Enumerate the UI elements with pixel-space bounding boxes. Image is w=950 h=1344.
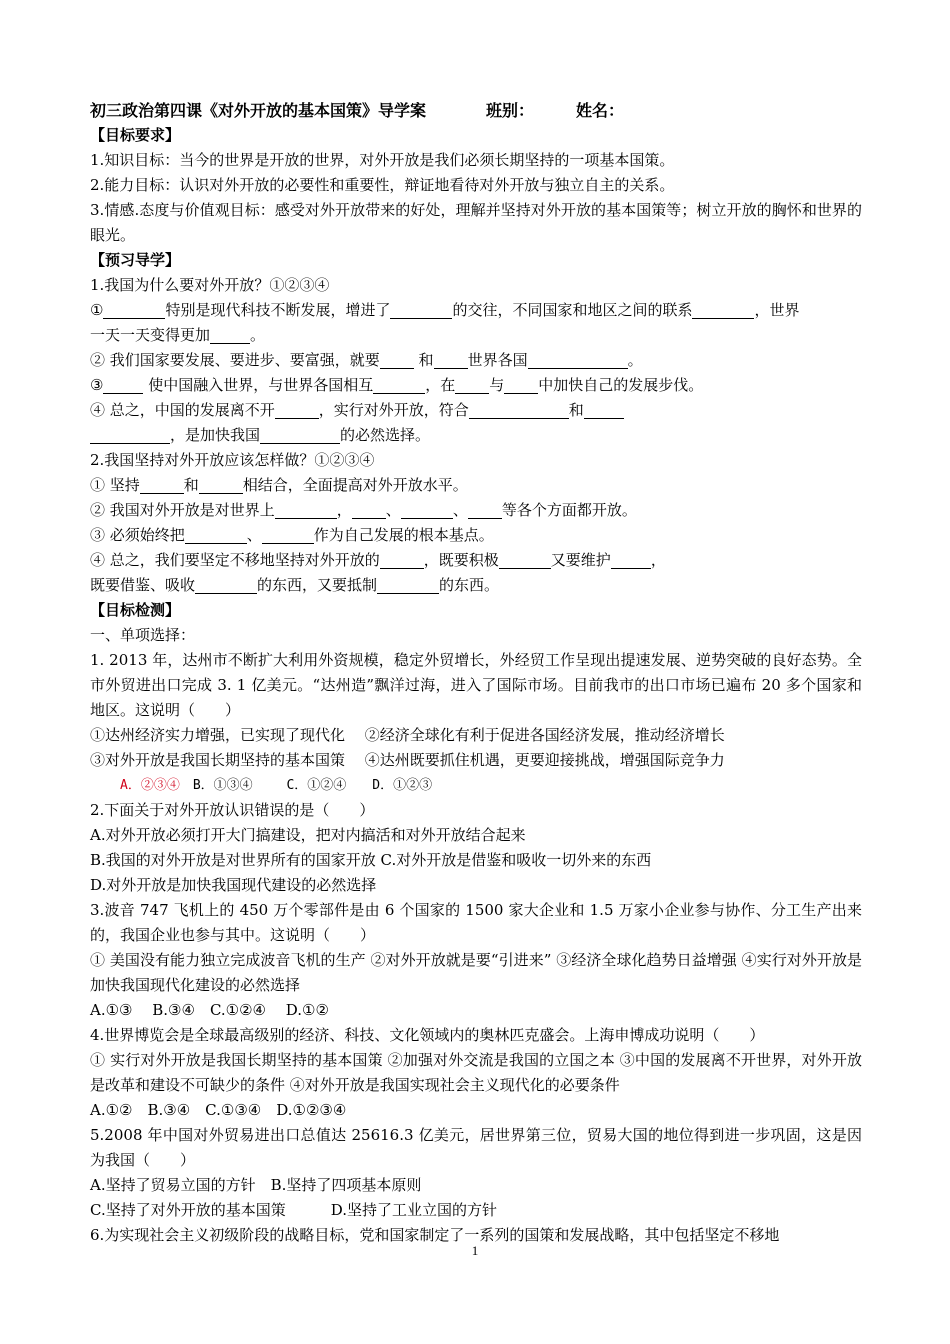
blank[interactable] — [434, 351, 468, 369]
question-4-options: ① 实行对外开放是我国长期坚持的基本国策 ②加强对外交流是我国的立国之本 ③中国的发展离不开世界，对外开放是改革和建设不可缺少的条件 ④对外开放是我国实现社会主义现代化的必要条件 — [90, 1051, 862, 1094]
blank[interactable] — [103, 376, 143, 394]
question-3-options: ① 美国没有能力独立完成波音飞机的生产 ②对外开放就是要“引进来” ③经济全球化趋势日益增强 ④实行对外开放是加快我国现代化建设的必然选择 — [90, 951, 862, 994]
blank[interactable] — [352, 501, 386, 519]
blank[interactable] — [468, 501, 502, 519]
blank[interactable] — [504, 376, 538, 394]
blank[interactable] — [199, 476, 243, 494]
blank[interactable] — [499, 551, 551, 569]
preview-q1-item-2: ② 我们国家要发展、要进步、要富强，就要 和 世界各国 。 — [90, 351, 643, 369]
question-2-option-d: D.对外开放是加快我国现代建设的必然选择 — [90, 876, 377, 894]
question-6-stem: 6.为实现社会主义初级阶段的战略目标，党和国家制定了一系列的国策和发展战略，其中包括坚定不移地 — [90, 1226, 780, 1244]
blank[interactable] — [140, 476, 184, 494]
blank[interactable] — [262, 526, 314, 544]
question-1-options-a: ①达州经济实力增强，已实现了现代化 ②经济全球化有利于促进各国经济发展，推动经济增长 — [90, 726, 725, 744]
page-number: 1 — [471, 1243, 479, 1258]
blank[interactable] — [380, 551, 424, 569]
preview-question-2: 2.我国坚持对外开放应该怎样做？①②③④ — [90, 451, 375, 469]
blank[interactable] — [373, 376, 425, 394]
preview-q1-item-4-cont: ，是加快我国 的必然选择。 — [90, 423, 862, 448]
blank[interactable] — [611, 551, 651, 569]
blank[interactable] — [469, 401, 569, 419]
blank[interactable] — [377, 576, 439, 594]
question-2-stem: 2.下面关于对外开放认识错误的是（ ） — [90, 801, 375, 819]
blank[interactable] — [401, 501, 453, 519]
preview-question-1: 1.我国为什么要对外开放？①②③④ — [90, 276, 330, 294]
check-heading: 【目标检测】 — [90, 601, 181, 619]
question-2-option-bc: B.我国的对外开放是对世界所有的国家开放 C.对外开放是借鉴和吸收一切外来的东西 — [90, 851, 652, 869]
preview-q2-item-1: ① 坚持 和 相结合，全面提高对外开放水平。 — [90, 476, 468, 494]
question-5-options-ab: A.坚持了贸易立国的方针 B.坚持了四项基本原则 — [90, 1176, 422, 1194]
blank[interactable] — [528, 351, 628, 369]
answer-a-highlighted: A．②③④ — [120, 778, 180, 793]
blank[interactable] — [390, 301, 452, 319]
goal-attitude: 3.情感.态度与价值观目标：感受对外开放带来的好处，理解并坚持对外开放的基本国策等；树立开放的胸怀和世界的眼光。 — [90, 201, 862, 244]
preview-q1-item-4: ④ 总之，中国的发展离不开 ，实行对外开放，符合 和 — [90, 398, 862, 423]
class-label: 班别： — [486, 101, 535, 120]
preview-heading: 【预习导学】 — [90, 251, 181, 269]
blank[interactable] — [455, 376, 489, 394]
preview-q2-item-4: ④ 总之，我们要坚定不移地坚持对外开放的 ，既要积极 又要维护 ， — [90, 551, 666, 569]
goals-heading: 【目标要求】 — [90, 126, 181, 144]
blank[interactable] — [185, 526, 247, 544]
question-1-options-b: ③对外开放是我国长期坚持的基本国策 ④达州既要抓住机遇，更要迎接挑战，增强国际竞争力 — [90, 751, 725, 769]
doc-title: 初三政治第四课《对外开放的基本国策》导学案 — [90, 101, 427, 120]
preview-q2-item-4-cont: 既要借鉴、吸收 的东西，又要抵制 的东西。 — [90, 576, 500, 594]
question-2-option-a: A.对外开放必须打开大门搞建设，把对内搞活和对外开放结合起来 — [90, 826, 526, 844]
blank[interactable] — [103, 301, 165, 319]
blank[interactable] — [195, 576, 257, 594]
blank[interactable] — [275, 501, 337, 519]
blank[interactable] — [380, 351, 414, 369]
question-4-stem: 4.世界博览会是全球最高级别的经济、科技、文化领域内的奥林匹克盛会。上海申博成功说明（ ） — [90, 1026, 765, 1044]
preview-q2-item-2: ② 我国对外开放是对世界上 ， 、 、 等各个方面都开放。 — [90, 501, 637, 519]
question-1-stem: 1. 2013 年，达州市不断扩大利用外资规模，稳定外贸增长，外经贸工作呈现出提速发展、逆势突破的良好态势。全市外贸进出口完成 3. 1 亿美元。“达州造”飘洋过海，进入了国际市场。目前我市的出口市场已遍布 20 多个国家和地区。这说明（ ） — [90, 651, 862, 719]
document-page — [90, 98, 862, 1248]
blank[interactable] — [692, 301, 754, 319]
preview-q1-item-1-cont: 一天一天变得更加 。 — [90, 326, 266, 344]
preview-q1-item-3: ③ 使中国融入世界，与世界各国相互 ，在 与 中加快自己的发展步伐。 — [90, 376, 704, 394]
question-4-answers: A.①② B.③④ C.①③④ D.①②③④ — [90, 1101, 347, 1119]
answer-other-choices: B．①③④ C．①②④ D．①②③ — [179, 778, 433, 793]
question-3-answers: A.①③ B.③④ C.①②④ D.①② — [90, 1001, 329, 1019]
blank[interactable] — [584, 401, 624, 419]
goal-knowledge: 1.知识目标：当今的世界是开放的世界，对外开放是我们必须长期坚持的一项基本国策。 — [90, 151, 675, 169]
blank[interactable] — [260, 426, 340, 444]
blank[interactable] — [210, 326, 250, 344]
question-3-stem: 3.波音 747 飞机上的 450 万个零部件是由 6 个国家的 1500 家大企业和 1.5 万家小企业参与协作、分工生产出来的，我国企业也参与其中。这说明（ ） — [90, 901, 862, 944]
goal-ability: 2.能力目标：认识对外开放的必要性和重要性，辩证地看待对外开放与独立自主的关系。 — [90, 176, 675, 194]
title-row — [90, 98, 862, 123]
name-label: 姓名： — [576, 101, 625, 120]
blank[interactable] — [275, 401, 319, 419]
preview-q1-item-1: ① 特别是现代科技不断发展，增进了 的交往，不同国家和地区之间的联系 ，世界 — [90, 301, 800, 319]
preview-q2-item-3: ③ 必须始终把 、 作为自己发展的根本基点。 — [90, 526, 494, 544]
question-5-stem: 5.2008 年中国对外贸易进出口总值达 25616.3 亿美元，居世界第三位，贸易大国的地位得到进一步巩固，这是因为我国（ ） — [90, 1126, 862, 1169]
question-1-answers — [90, 773, 862, 798]
question-5-options-cd: C.坚持了对外开放的基本国策 D.坚持了工业立国的方针 — [90, 1201, 497, 1219]
section-single-choice: 一、单项选择： — [90, 626, 196, 644]
blank[interactable] — [90, 426, 170, 444]
